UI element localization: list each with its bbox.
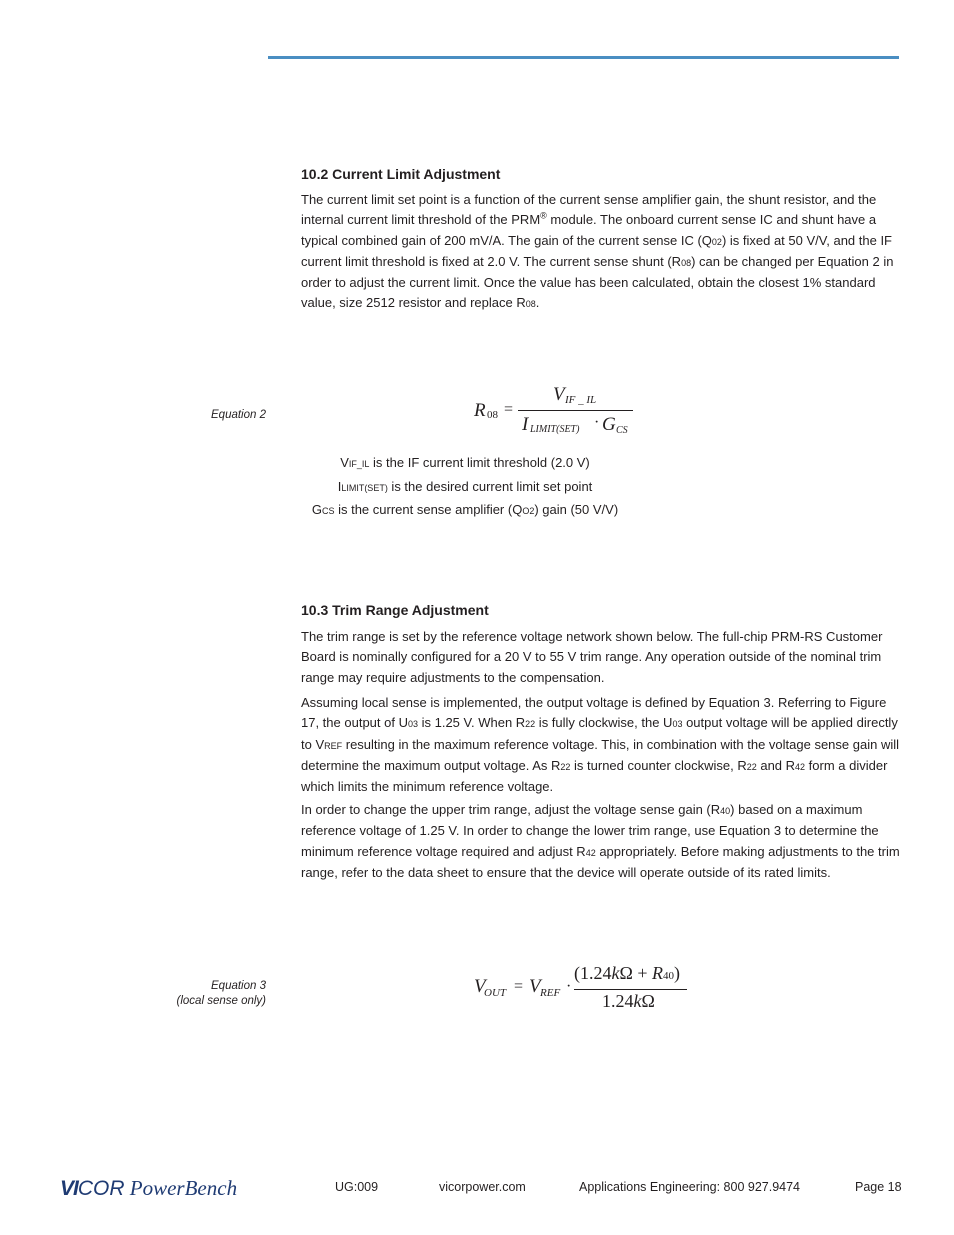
equation-2: R 08 = V IF _ IL I LIMIT(SET) · G CS bbox=[474, 384, 644, 442]
equation-2-definitions bbox=[300, 452, 630, 523]
footer-page-number: Page 18 bbox=[855, 1180, 902, 1194]
footer-doc-id: UG:009 bbox=[335, 1180, 379, 1194]
paragraph-trim-range-2: Assuming local sense is implemented, the output voltage is defined by Equation 3. Referring to Figure 17, the output of U03 is 1.25 V. When R22 is fully clockwise, the U03 output voltage will be applied directly to VREF resulting in the maximum reference voltage. This, in combination with the voltage sense gain will determine the maximum output voltage. As R22 is turned counter clockwise, R22 and R42 form a divider which limits the minimum reference voltage. bbox=[301, 695, 899, 795]
fraction-bar bbox=[518, 410, 633, 411]
paragraph-trim-range-3: In order to change the upper trim range, adjust the voltage sense gain (R40) based on a maximum reference voltage of 1.25 V. In order to change the lower trim range, use Equation 3 to determine the minimum reference voltage required and adjust R42 appropriately. Before making adjustments to the trim range, refer to the data sheet to ensure that the device will operate outside of its rated limits. bbox=[301, 802, 900, 880]
equation-3-label: Equation 3 (local sense only) bbox=[176, 980, 266, 1007]
vicor-powerbench-logo: VICOR PowerBench bbox=[60, 1176, 238, 1200]
header-rule bbox=[268, 56, 899, 59]
equation-2-label: Equation 2 bbox=[211, 409, 266, 421]
paragraph-current-limit: The current limit set point is a function of the current sense amplifier gain, the shunt resistor, and the internal current limit threshold of the PRM® module. The onboard current sense IC and shunt have a typical combined gain of 200 mV/A. The gain of the current sense IC (Q02) is fixed at 50 V/V, and the IF current limit threshold is fixed at 2.0 V. The current sense shunt (R08) can be changed per Equation 2 in order to adjust the current limit. Once the value has been calculated, obtain the closest 1% standard value, size 2512 resistor and replace R08. bbox=[301, 192, 894, 311]
definition-vif: VIF_IL is the IF current limit threshold (2.0 V) bbox=[340, 455, 590, 470]
footer-phone: Applications Engineering: 800 927.9474 bbox=[579, 1180, 801, 1194]
definition-ilimit: ILIMIT(SET) is the desired current limit set point bbox=[337, 478, 593, 494]
fraction-bar bbox=[574, 989, 687, 990]
equation-3: V OUT = V REF · (1.24kΩ + R40) 1.24kΩ bbox=[474, 963, 704, 1013]
equation-3-denominator: 1.24kΩ bbox=[602, 991, 655, 1011]
footer-website: vicorpower.com bbox=[439, 1180, 526, 1194]
definition-gcs: GCS is the current sense amplifier (QO2) gain (50 V/V) bbox=[311, 502, 619, 517]
equation-3-numerator: (1.24kΩ + R40) bbox=[574, 963, 681, 983]
section-heading-10-2: 10.2 Current Limit Adjustment bbox=[301, 166, 501, 182]
paragraph-trim-range-1: The trim range is set by the reference voltage network shown below. The full-chip PRM-RS Customer Board is nominally configured for a 20 V to 55 V trim range. Any operation outside of the nominal trim range may require adjustments to the compensation. bbox=[301, 629, 883, 685]
section-heading-10-3: 10.3 Trim Range Adjustment bbox=[301, 602, 489, 618]
